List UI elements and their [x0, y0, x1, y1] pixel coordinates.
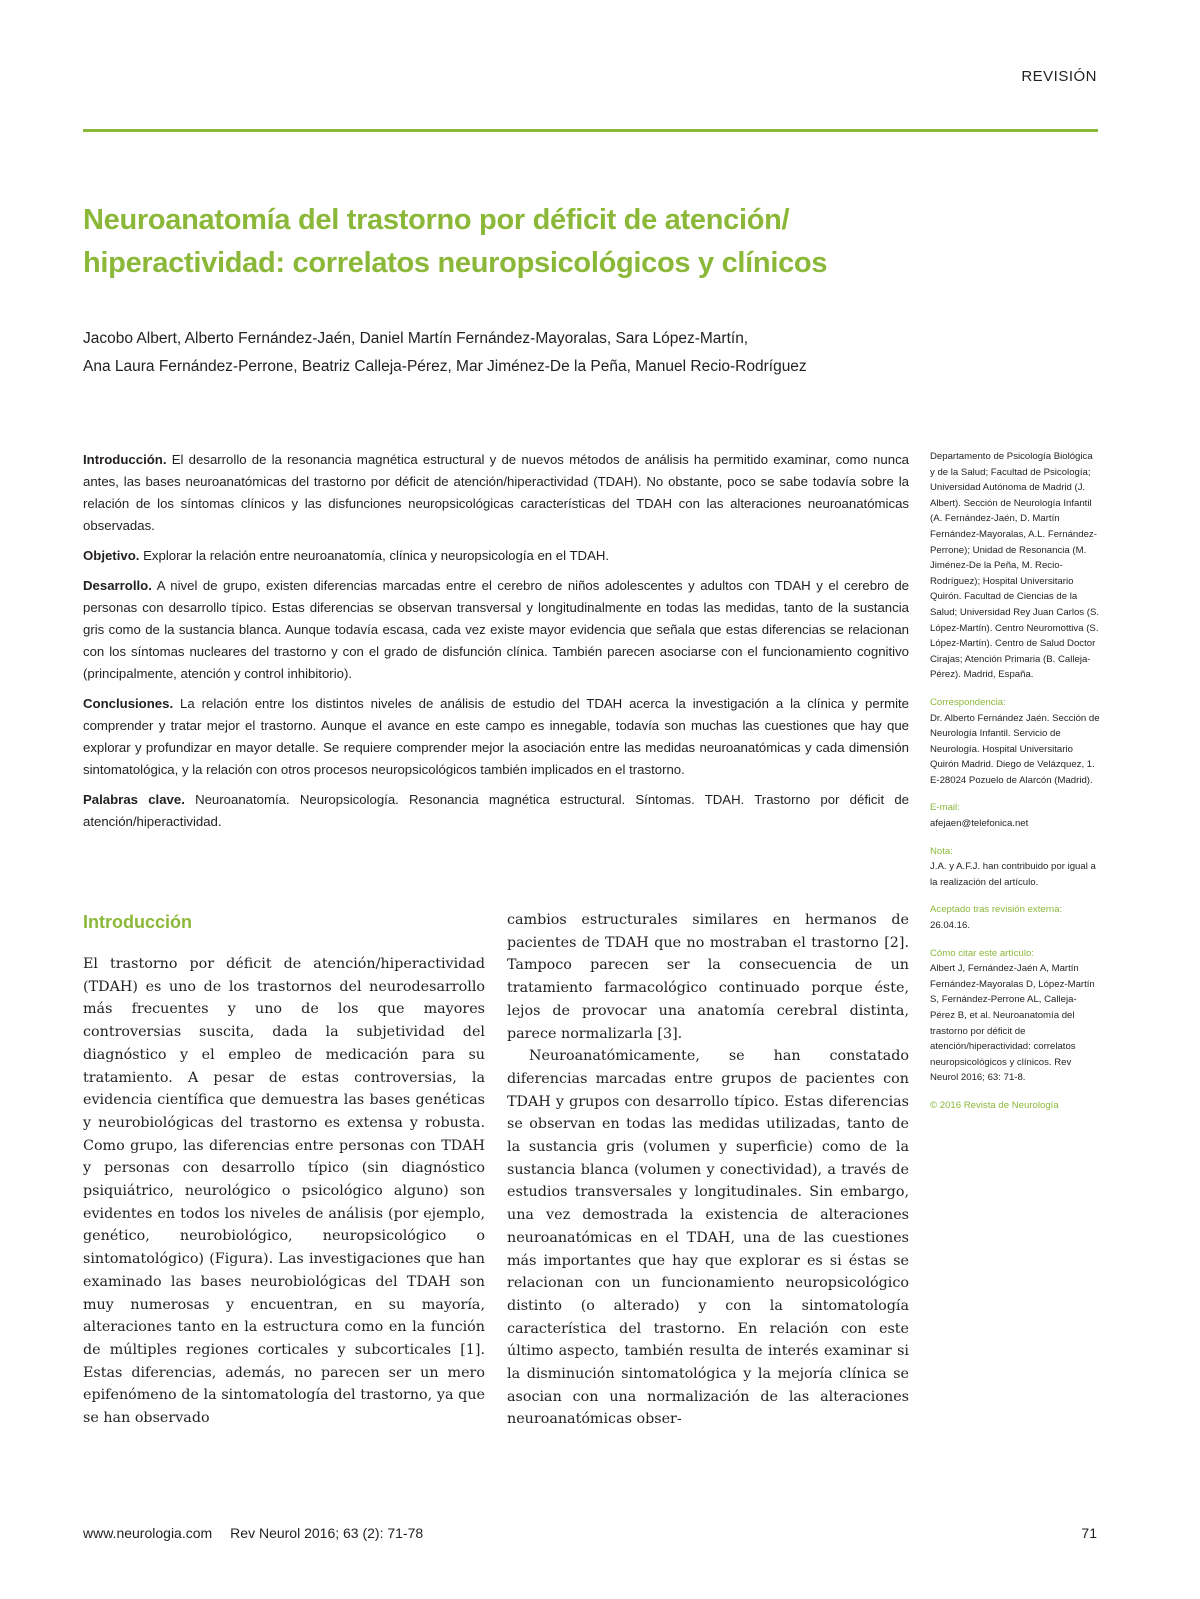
section-tag: REVISIÓN	[1021, 68, 1097, 85]
abstract-conclusions-text: La relación entre los distintos niveles de análisis de estudio del TDAH acerca la investigación a la clínica y permite comprender y tratar mejor el trastorno. Aunque el avance en este campo es innegable, todavía son muchas las cuestiones que hay que explorar y profundizar en mayor detalle. Se requiere comprender mejor la asociación entre las medidas neuroanatómicas y cada dimensión sintomatológica, y la relación con otros procesos neuropsicológicos también implicados en el trastorno.	[83, 696, 909, 777]
section-heading-introduction: Introducción	[83, 912, 192, 932]
body-paragraph: cambios estructurales similares en hermanos de pacientes de TDAH que no mostraban el trastorno [2]. Tampoco parecen ser la consecuencia de un tratamiento farmacológico continuado porque éste, lejos de provocar una anatomía cerebral distinta, parece normalizarla [3].	[507, 912, 909, 1042]
article-title	[83, 199, 983, 285]
correspondence-text: Dr. Alberto Fernández Jaén. Sección de Neurología Infantil. Servicio de Neurología. Hospital Universitario Quirón Madrid. Diego de Velázquez, 1. E-28024 Pozuelo de Alarcón (Madrid).	[930, 712, 1100, 786]
abstract-conclusions-label: Conclusiones.	[83, 696, 174, 711]
abstract-conclusions	[83, 693, 909, 781]
author-list	[83, 325, 983, 381]
page-number: 71	[1081, 1525, 1097, 1541]
body-paragraph: El trastorno por déficit de atención/hiperactividad (TDAH) es uno de los trastornos del neurodesarrollo más frecuentes y uno de los que mayores controversias suscita, dada la subjetividad del diagnóstico y el empleo de medicación para su tratamiento. A pesar de estas controversias, la evidencia científica que demuestra las bases genéticas y neurobiológicas del trastorno es extensa y robusta. Como grupo, las diferencias entre personas con TDAH y personas con desarrollo típico (sin diagnóstico psiquiátrico, neurológico o psicológico alguno) son evidentes en todos los niveles de análisis (por ejemplo, genético, neurobiológico, neuropsicológico o sintomatológico) (Figura). Las investigaciones que han examinado las bases neurobiológicas del TDAH son muy numerosas y encuentran, en su mayoría, alteraciones tanto en la estructura como en la función de múltiples regiones corticales y subcorticales [1]. Estas diferencias, además, no parecen ser un mero epifenómeno de la sintomatología del trastorno, ya que se han observado	[83, 956, 485, 1427]
accepted-date: 26.04.16.	[930, 920, 971, 932]
abstract-objective-label: Objetivo.	[83, 548, 140, 563]
accepted-label: Aceptado tras revisión externa:	[930, 904, 1063, 916]
body-column-left	[83, 953, 485, 1430]
authors-line-2: Ana Laura Fernández-Perrone, Beatriz Calleja-Pérez, Mar Jiménez-De la Peña, Manuel Recio-Rodríguez	[83, 358, 807, 375]
abstract	[83, 449, 909, 841]
title-line-2: hiperactividad: correlatos neuropsicológicos y clínicos	[83, 247, 828, 279]
abstract-development-label: Desarrollo.	[83, 578, 152, 593]
abstract-objective-text: Explorar la relación entre neuroanatomía, clínica y neuropsicología en el TDAH.	[143, 548, 610, 563]
abstract-introduction	[83, 449, 909, 537]
header-rule	[83, 129, 1098, 132]
email-link[interactable]: afejaen@telefonica.net	[930, 818, 1029, 830]
copyright: © 2016 Revista de Neurología	[930, 1099, 1059, 1111]
cite-text: Albert J, Fernández-Jaén A, Martín Fernández-Mayoralas D, López-Martín S, Fernández-Perrone AL, Calleja-Pérez B, et al. Neuroanatomía del trastorno por déficit de atención/hiperactividad: correlatos neuropsicológicos y clínicos. Rev Neurol 2016; 63: 71-8.	[930, 963, 1095, 1084]
email-label: E-mail:	[930, 802, 960, 814]
article-sidebar	[930, 449, 1100, 1126]
authors-line-1: Jacobo Albert, Alberto Fernández-Jaén, Daniel Martín Fernández-Mayoralas, Sara López-Martín,	[83, 330, 749, 347]
abstract-keywords	[83, 789, 909, 833]
journal-website[interactable]: www.neurologia.com	[83, 1525, 213, 1541]
body-column-right	[507, 909, 909, 1431]
accepted	[930, 902, 1100, 933]
journal-citation: Rev Neurol 2016; 63 (2): 71-78	[230, 1525, 424, 1541]
title-line-1: Neuroanatomía del trastorno por déficit de atención/	[83, 204, 790, 236]
note	[930, 844, 1100, 891]
note-text: J.A. y A.F.J. han contribuido por igual a la realización del artículo.	[930, 861, 1096, 888]
note-label: Nota:	[930, 845, 953, 857]
affiliations: Departamento de Psicología Biológica y de la Salud; Facultad de Psicología; Universidad Autónoma de Madrid (J. Albert). Sección de Neurología Infantil (A. Fernández-Jaén, D. Martín Fernández-Mayoralas, A.L. Fernández-Perrone); Unidad de Resonancia (M. Jiménez-De la Peña, M. Recio-Rodríguez); Hospital Universitario Quirón. Facultad de Ciencias de la Salud; Universidad Rey Juan Carlos (S. López-Martín). Centro Neuromottiva (S. López-Martín). Centro de Salud Doctor Cirajas; Atención Primaria (B. Calleja-Pérez). Madrid, España.	[930, 451, 1100, 681]
abstract-intro-label: Introducción.	[83, 452, 167, 467]
abstract-keywords-text: Neuroanatomía. Neuropsicología. Resonancia magnética estructural. Síntomas. TDAH. Trastorno por déficit de atención/hiperactividad.	[83, 792, 909, 829]
correspondence-label: Correspondencia:	[930, 696, 1006, 708]
abstract-intro-text: El desarrollo de la resonancia magnética estructural y de nuevos métodos de análisis ha permitido examinar, como nunca antes, las bases neuroanatómicas del trastorno por déficit de atención/hiperactividad (TDAH). No obstante, poco se sabe todavía sobre la relación de los síntomas clínicos y las disfunciones neuropsicológicas características del TDAH con las alteraciones neuroanatómicas observadas.	[83, 452, 909, 533]
how-to-cite	[930, 946, 1100, 1086]
abstract-keywords-label: Palabras clave.	[83, 792, 185, 807]
email	[930, 800, 1100, 831]
body-paragraph: Neuroanatómicamente, se han constatado diferencias marcadas entre grupos de pacientes con TDAH y grupos con desarrollo típico. Estas diferencias se observan en todas las medidas utilizadas, tanto de la sustancia gris (volumen y superficie) como de la sustancia blanca (volumen y conectividad), a través de estudios transversales y longitudinales. Sin embargo, una vez demostrada la existencia de alteraciones neuroanatómicas en el TDAH, una de las cuestiones más importantes que hay que explorar es si éstas se relacionan con un funcionamiento neuropsicológico distinto (o alterado) y con la sintomatología característica del trastorno. En relación con este último aspecto, también resulta de interés examinar si la disminución sintomatológica y la mejoría clínica se asocian con una normalización de las alteraciones neuroanatómicas obser-	[507, 1048, 909, 1428]
correspondence	[930, 695, 1100, 789]
abstract-objective	[83, 545, 909, 567]
cite-label: Cómo citar este artículo:	[930, 947, 1034, 959]
page-footer	[83, 1525, 423, 1541]
abstract-development	[83, 575, 909, 685]
abstract-development-text: A nivel de grupo, existen diferencias marcadas entre el cerebro de niños adolescentes y adultos con TDAH y el cerebro de personas con desarrollo típico. Estas diferencias se observan transversal y longitudinalmente en todas las medidas, tanto de la sustancia gris como de la sustancia blanca. Aunque todavía escasa, cada vez existe mayor evidencia que señala que estas diferencias se relacionan con los síntomas nucleares del trastorno y con el grado de disfunción clínica. También parecen asociarse con el funcionamiento cognitivo (principalmente, atención y control inhibitorio).	[83, 578, 910, 681]
